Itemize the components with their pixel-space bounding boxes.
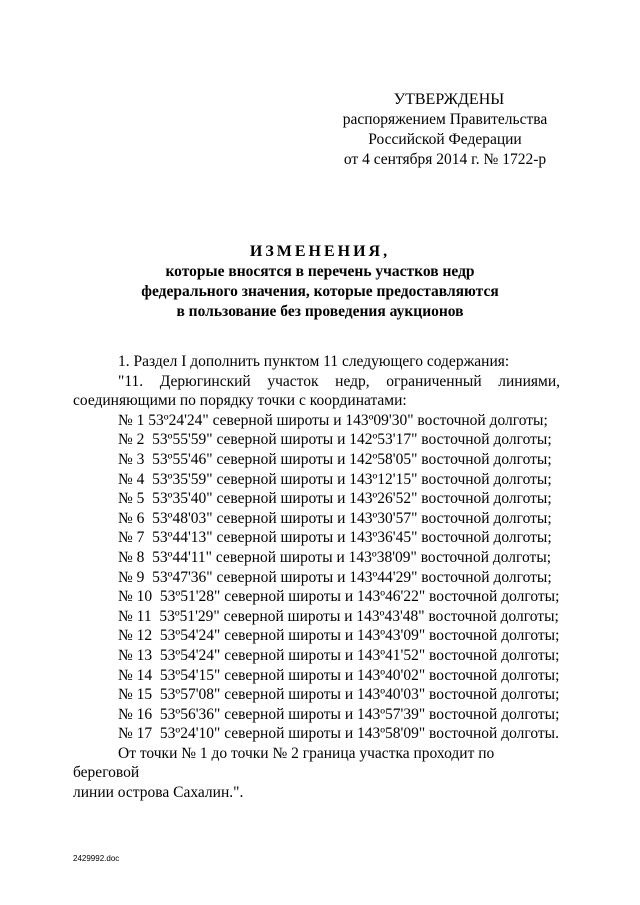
coordinate-point: № 14 53º54'15" северной широты и 143º40'02" восточной долготы; [118, 666, 560, 684]
coordinate-point: № 16 53º56'36" северной широты и 143º57'39" восточной долготы; [118, 705, 560, 723]
heading-title: ИЗМЕНЕНИЯ, [249, 243, 391, 260]
intro-paragraph: 1. Раздел I дополнить пунктом 11 следующего содержания: [118, 353, 510, 370]
footer-doc-id: 2429992.doc [73, 854, 120, 863]
coordinate-point: № 6 53º48'03" северной широты и 143º30'57" восточной долготы; [118, 509, 552, 527]
item-second-line: соединяющими по порядку точки с координатами: [73, 392, 407, 410]
document-body [73, 352, 560, 803]
heading-line-1: которые вносятся в перечень участков недр [165, 263, 475, 280]
heading-line-3: в пользование без проведения аукционов [176, 303, 464, 320]
item-first-line: "11. Дерюгинский участок недр, ограниченный линиями, [118, 372, 560, 390]
coordinate-point: № 7 53º44'13" северной широты и 143º36'45" восточной долготы; [118, 529, 552, 547]
coordinate-list [73, 411, 560, 744]
closing-line-2: линии острова Сахалин.". [73, 784, 244, 802]
coordinate-point: № 9 53º47'36" северной широты и 143º44'29" восточной долготы; [118, 568, 552, 586]
coordinate-point: № 5 53º35'40" северной широты и 143º26'52" восточной долготы; [118, 490, 552, 508]
coordinate-point: № 4 53º35'59" северной широты и 143º12'15" восточной долготы; [118, 470, 552, 488]
coordinate-point: № 12 53º54'24" северной широты и 143º43'09" восточной долготы; [118, 627, 560, 645]
heading-line-2: федерального значения, которые предоставляются [141, 283, 499, 300]
coordinate-point: № 15 53º57'08" северной широты и 143º40'03" восточной долготы; [118, 686, 560, 704]
approval-block [330, 90, 560, 170]
coordinate-point: № 13 53º54'24" северной широты и 143º41'52" восточной долготы; [118, 646, 560, 664]
coordinate-point: № 11 53º51'29" северной широты и 143º43'48" восточной долготы; [118, 607, 559, 625]
coordinate-point: № 8 53º44'11" северной широты и 143º38'09" восточной долготы; [118, 548, 552, 566]
approval-line-3: Российской Федерации [368, 131, 522, 148]
closing-line-1: От точки № 1 до точки № 2 граница участка проходит по береговой [73, 744, 495, 782]
coordinate-point: № 10 53º51'28" северной широты и 143º46'22" восточной долготы; [118, 588, 560, 606]
approval-date-number: от 4 сентября 2014 г. № 1722-р [343, 151, 547, 168]
coordinate-point: № 17 53º24'10" северной широты и 143º58'09" восточной долготы. [118, 725, 559, 743]
document-heading [80, 242, 560, 322]
approval-line-2: распоряжением Правительства [342, 111, 548, 128]
coordinate-point: № 2 53º55'59" северной широты и 142º53'17" восточной долготы; [118, 431, 552, 449]
coordinate-point: № 1 53º24'24" северной широты и 143º09'30" восточной долготы; [118, 411, 548, 429]
approval-title: УТВЕРЖДЕНЫ [393, 91, 505, 108]
coordinate-point: № 3 53º55'46" северной широты и 142º58'05" восточной долготы; [118, 450, 552, 468]
